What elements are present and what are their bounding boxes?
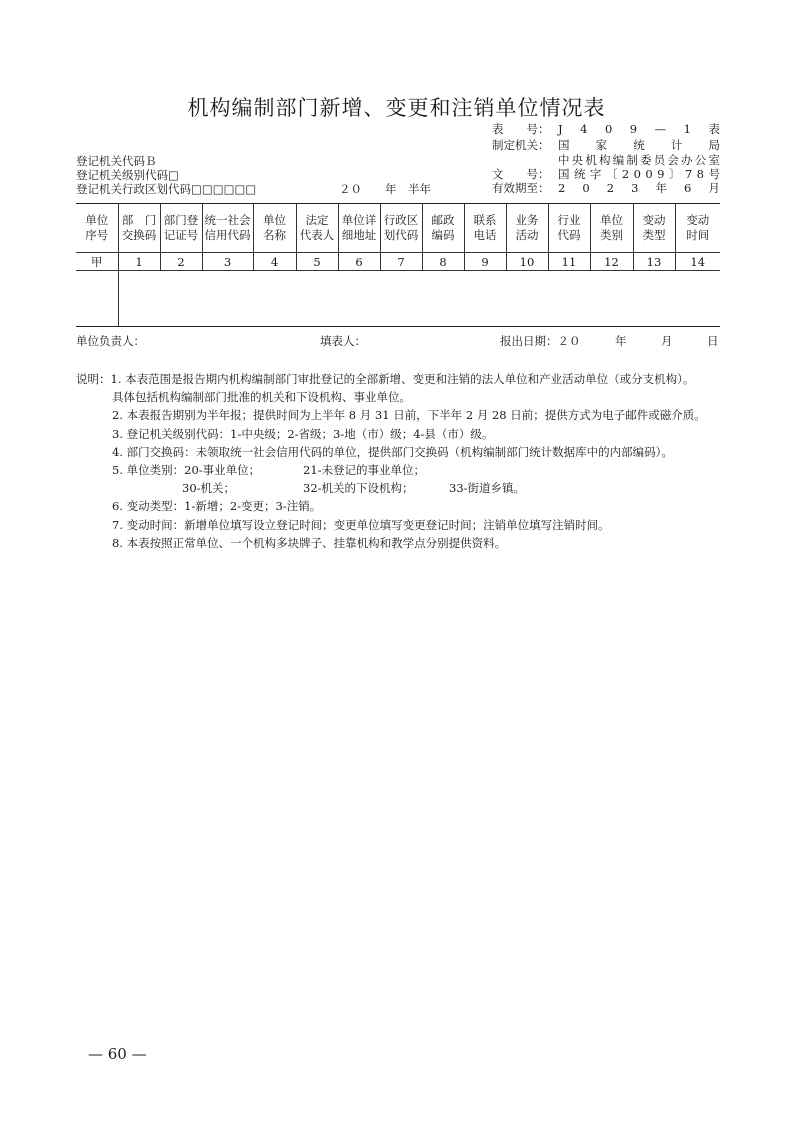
column-number-row bbox=[76, 253, 720, 271]
column-number: 4 bbox=[253, 253, 296, 271]
data-entry-row bbox=[76, 271, 720, 327]
meta-char: 制 bbox=[626, 153, 638, 167]
column-header: 单位 名称 bbox=[253, 204, 296, 253]
form-filler-label: 填表人： bbox=[320, 334, 366, 348]
report-period-label: ２０ 年 半年 bbox=[339, 182, 431, 196]
meta-char: 〔 bbox=[605, 167, 618, 181]
meta-char: 年 bbox=[655, 181, 667, 195]
meta-char: 表 bbox=[708, 122, 720, 136]
column-number: 3 bbox=[202, 253, 253, 271]
column-header: 法定 代表人 bbox=[296, 204, 338, 253]
note-item bbox=[76, 443, 706, 461]
meta-char: 1 bbox=[683, 122, 691, 136]
meta-label: 文 号： bbox=[492, 167, 550, 181]
note-text: 3. 登记机关级别代码：1-中央级；2-省级；3-地（市）级；4-县（市）级。 bbox=[112, 426, 494, 441]
note-text: 33-街道乡镇。 bbox=[449, 481, 526, 496]
registrar-code-label: 登记机关代码Ｂ bbox=[76, 154, 157, 168]
meta-char: 编 bbox=[612, 153, 625, 167]
meta-char: 7 bbox=[684, 167, 693, 181]
meta-char: 0 bbox=[582, 181, 590, 195]
note-text: 2. 本表报告期别为半年报；提供时间为上半年 8 月 31 日前，下半年 2 月 28 日前；提供方式为电子邮件或磁介质。 bbox=[112, 408, 706, 423]
column-header: 单位 类别 bbox=[590, 204, 633, 253]
meta-char: 8 bbox=[696, 167, 704, 181]
column-number: 10 bbox=[506, 253, 548, 271]
meta-char: 2 bbox=[606, 181, 615, 195]
note-text: 32-机关的下设机构； bbox=[303, 481, 414, 496]
column-number: 5 bbox=[296, 253, 338, 271]
meta-char: 委 bbox=[640, 153, 652, 167]
column-number: 1 bbox=[118, 253, 160, 271]
meta-value bbox=[558, 153, 720, 167]
meta-char: 6 bbox=[684, 181, 692, 195]
column-header: 部门登 记证号 bbox=[160, 204, 202, 253]
meta-label: 有效期至： bbox=[492, 181, 550, 195]
column-header: 部 门 交换码 bbox=[118, 204, 160, 253]
meta-value bbox=[558, 181, 720, 195]
meta-char: 统 bbox=[633, 138, 645, 152]
meta-row-valid-until bbox=[492, 181, 720, 195]
note-text: 7. 变动时间：新增单位填写设立登记时间；变更单位填写变更登记时间；注销单位填写注销时间。 bbox=[112, 517, 610, 532]
column-number: 14 bbox=[675, 253, 720, 271]
meta-char: 0 bbox=[604, 122, 613, 136]
note-text: 5. 单位类别：20-事业单位； bbox=[112, 463, 261, 478]
meta-char: J bbox=[558, 122, 563, 136]
header-row bbox=[76, 204, 720, 253]
column-number: 6 bbox=[338, 253, 380, 271]
meta-char: 4 bbox=[580, 122, 588, 136]
column-header: 变动 类型 bbox=[633, 204, 675, 253]
column-number: 甲 bbox=[76, 253, 118, 271]
note-item bbox=[76, 516, 706, 534]
note-item bbox=[76, 479, 706, 497]
column-number: 7 bbox=[380, 253, 422, 271]
column-header: 行政区 划代码 bbox=[380, 204, 422, 253]
note-item bbox=[76, 370, 706, 388]
meta-char: 月 bbox=[708, 181, 720, 195]
note-item bbox=[76, 388, 706, 406]
meta-value bbox=[558, 138, 720, 152]
meta-char: 会 bbox=[667, 153, 679, 167]
column-header: 邮政 编码 bbox=[422, 204, 464, 253]
meta-char: 局 bbox=[708, 138, 720, 152]
meta-char: 2 bbox=[558, 181, 566, 195]
meta-row-doc-no bbox=[492, 167, 720, 181]
note-text: 4. 部门交换码：未领取统一社会信用代码的单位，提供部门交换码（机构编制部门统计数据库中的内部编码）。 bbox=[112, 444, 673, 459]
registrar-region-code-label: 登记机关行政区划代码□□□□□□ bbox=[76, 182, 257, 196]
meta-char: 办 bbox=[681, 153, 693, 167]
meta-char: 9 bbox=[657, 167, 665, 181]
meta-label bbox=[492, 153, 558, 167]
meta-row-table-no bbox=[492, 122, 720, 136]
column-number: 8 bbox=[422, 253, 464, 271]
entry-cell[interactable] bbox=[118, 271, 720, 327]
note-item bbox=[76, 497, 706, 515]
meta-label: 表 号： bbox=[492, 122, 550, 136]
meta-char: 字 bbox=[589, 167, 602, 181]
column-header: 单位详 细地址 bbox=[338, 204, 380, 253]
registrar-level-code-label: 登记机关级别代码□ bbox=[76, 168, 179, 182]
meta-char: 9 bbox=[629, 122, 638, 136]
meta-char: 2 bbox=[621, 167, 630, 181]
column-number: 13 bbox=[633, 253, 675, 271]
meta-char: 央 bbox=[571, 153, 584, 167]
unit-leader-label: 单位负责人： bbox=[76, 334, 145, 348]
notes-lead: 说明： bbox=[76, 372, 111, 386]
meta-char: 中 bbox=[558, 153, 570, 167]
meta-char: 室 bbox=[708, 153, 720, 167]
meta-char: 号 bbox=[708, 167, 720, 181]
meta-char: 公 bbox=[694, 153, 707, 167]
column-number: 9 bbox=[464, 253, 506, 271]
column-number: 2 bbox=[160, 253, 202, 271]
column-number: 11 bbox=[548, 253, 590, 271]
meta-char: 构 bbox=[599, 153, 611, 167]
meta-char: 0 bbox=[633, 167, 641, 181]
note-item bbox=[76, 425, 706, 443]
column-number: 12 bbox=[590, 253, 633, 271]
column-header: 业务 活动 bbox=[506, 204, 548, 253]
note-text: 30-机关； bbox=[182, 481, 236, 496]
entry-cell[interactable] bbox=[76, 271, 118, 327]
meta-char: 国 bbox=[558, 138, 570, 152]
meta-char: 0 bbox=[645, 167, 653, 181]
meta-char: 3 bbox=[631, 181, 639, 195]
meta-char: 员 bbox=[653, 153, 666, 167]
page-number: — 60 — bbox=[88, 1045, 147, 1063]
unit-change-table bbox=[76, 203, 720, 327]
note-text: 6. 变动类型：1-新增；2-变更；3-注销。 bbox=[112, 499, 322, 514]
column-header: 统一社会 信用代码 bbox=[202, 204, 253, 253]
meta-label: 制定机关： bbox=[492, 138, 550, 152]
note-item bbox=[76, 534, 706, 552]
report-date-label: 报出日期：２０ 年 月 日 bbox=[500, 334, 719, 348]
meta-char: 家 bbox=[595, 138, 608, 152]
note-text: 具体包括机构编制部门批准的机关和下设机构、事业单位。 bbox=[112, 390, 411, 405]
column-header: 行业 代码 bbox=[548, 204, 590, 253]
meta-char: 计 bbox=[670, 138, 683, 152]
meta-row-issuer-2 bbox=[492, 153, 720, 167]
note-text: 8. 本表按照正常单位、一个机构多块牌子、挂靠机构和教学点分别提供资料。 bbox=[112, 535, 507, 550]
column-header: 单位 序号 bbox=[76, 204, 118, 253]
note-text: 1. 本表范围是报告期内机构编制部门审批登记的全部新增、变更和注销的法人单位和产业活动单位（或分支机构）。 bbox=[110, 372, 695, 386]
meta-char: 机 bbox=[585, 153, 597, 167]
column-header: 变动 时间 bbox=[675, 204, 720, 253]
column-header: 联系 电话 bbox=[464, 204, 506, 253]
note-item bbox=[76, 406, 706, 424]
note-text: 21-未登记的事业单位； bbox=[303, 463, 426, 478]
form-title: 机构编制部门新增、变更和注销单位情况表 bbox=[187, 96, 606, 120]
notes-section bbox=[76, 370, 706, 552]
meta-value bbox=[558, 167, 720, 181]
meta-char: — bbox=[654, 122, 667, 136]
meta-char: 〕 bbox=[668, 167, 681, 181]
note-item bbox=[76, 461, 706, 479]
meta-char: 国 bbox=[558, 167, 570, 181]
meta-value bbox=[558, 122, 720, 136]
meta-char: 统 bbox=[573, 167, 586, 181]
meta-row-issuer bbox=[492, 138, 720, 152]
